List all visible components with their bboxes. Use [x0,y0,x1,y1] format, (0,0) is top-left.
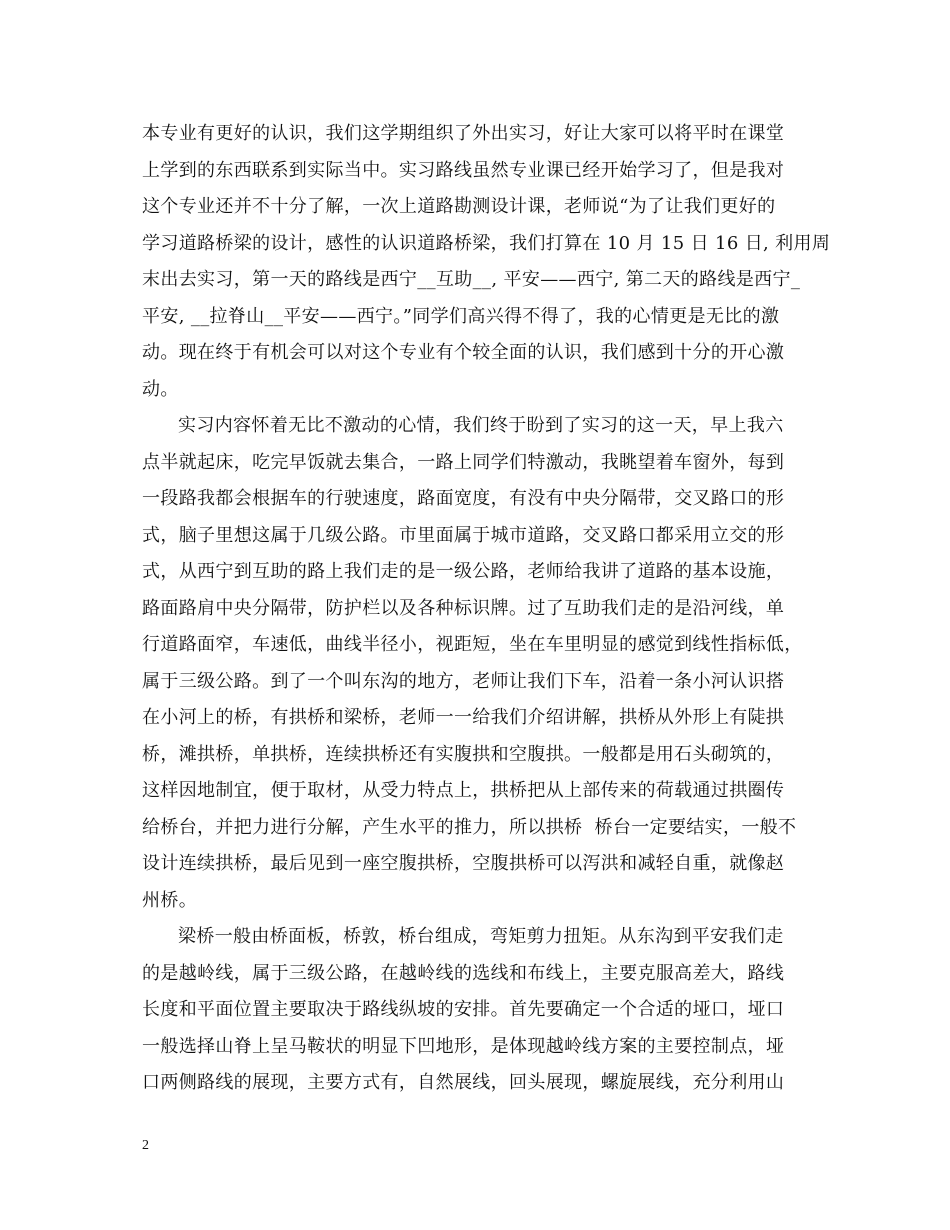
text-line: 桥，滩拱桥，单拱桥，连续拱桥还有实腹拱和空腹拱。一般都是用石头砌筑的， [142,743,785,765]
text-line: 这样因地制宜，便于取材，从受力特点上，拱桥把从上部传来的荷载通过拱圈传 [142,780,785,801]
text-line: 上学到的东西联系到实际当中。实习路线虽然专业课已经开始学习了，但是我对 [142,159,785,181]
text-line: 行道路面窄，车速低，曲线半径小，视距短，坐在车里明显的感觉到线性指标低， [142,634,803,655]
text-line: 本专业有更好的认识，我们这学期组织了外出实习，好让大家可以将平时在课堂 [142,123,785,144]
body-text [142,116,831,1102]
text-line: 属于三级公路。到了一个叫东沟的地方，老师让我们下车，沿着一条小河认识搭 [142,670,785,692]
text-line: 动。现在终于有机会可以对这个专业有个较全面的认识，我们感到十分的开心激 [142,342,785,363]
text-line: 点半就起床，吃完早饭就去集合，一路上同学们特激动，我眺望着车窗外，每到 [142,451,785,473]
text-line: 式，脑子里想这属于几级公路。市里面属于城市道路，交叉路口都采用立交的形 [142,524,785,546]
text-line: 口两侧路线的展现，主要方式有，自然展线，回头展现，螺旋展线，充分利用山 [142,1072,785,1093]
text-line: 设计连续拱桥，最后见到一座空腹拱桥，空腹拱桥可以泻洪和减轻自重，就像赵 [142,853,785,874]
text-line: 这个专业还并不十分了解，一次上道路勘测设计课，老师说“为了让我们更好的 [142,196,776,217]
paragraph-first-line: 梁桥一般由桥面板，桥敦，桥台组成，弯矩剪力扭矩。从东沟到平安我们走 [178,926,784,947]
paragraph-first-line: 实习内容怀着无比不激动的心情，我们终于盼到了实习的这一天，早上我六 [178,415,784,436]
page-number: 2 [142,1138,149,1153]
text-line: 末出去实习，第一天的路线是西宁__互助__, 平安——西宁, 第二天的路线是西宁_ [142,269,801,290]
text-line: 的是越岭线，属于三级公路，在越岭线的选线和布线上，主要克服高差大，路线 [142,962,785,984]
text-line: 一段路我都会根据车的行驶速度，路面宽度，有没有中央分隔带，交叉路口的形 [142,488,785,509]
text-line: 式，从西宁到互助的路上我们走的是一级公路，老师给我讲了道路的基本设施， [142,561,785,582]
text-line: 动。 [142,378,179,400]
text-line: 给桥台，并把力进行分解，产生水平的推力，所以拱桥 桥台一定要结实，一般不 [142,816,797,838]
text-line: 学习道路桥梁的设计，感性的认识道路桥梁，我们打算在 10 月 15 日 16 日, 利用周 [142,232,831,254]
text-line: 路面路肩中央分隔带，防护栏以及各种标识牌。过了互助我们走的是沿河线，单 [142,597,785,619]
text-line: 长度和平面位置主要取决于路线纵坡的安排。首先要确定一个合适的垭口，垭口 [142,999,785,1020]
text-line: 州桥。 [142,889,198,911]
text-line: 一般选择山脊上呈马鞍状的明显下凹地形，是体现越岭线方案的主要控制点，垭 [142,1035,785,1057]
text-line: 平安, __拉脊山__平安——西宁。”同学们高兴得不得了，我的心情更是无比的激 [142,305,780,327]
text-line: 在小河上的桥，有拱桥和梁桥，老师一一给我们介绍讲解，拱桥从外形上有陡拱 [142,707,785,728]
